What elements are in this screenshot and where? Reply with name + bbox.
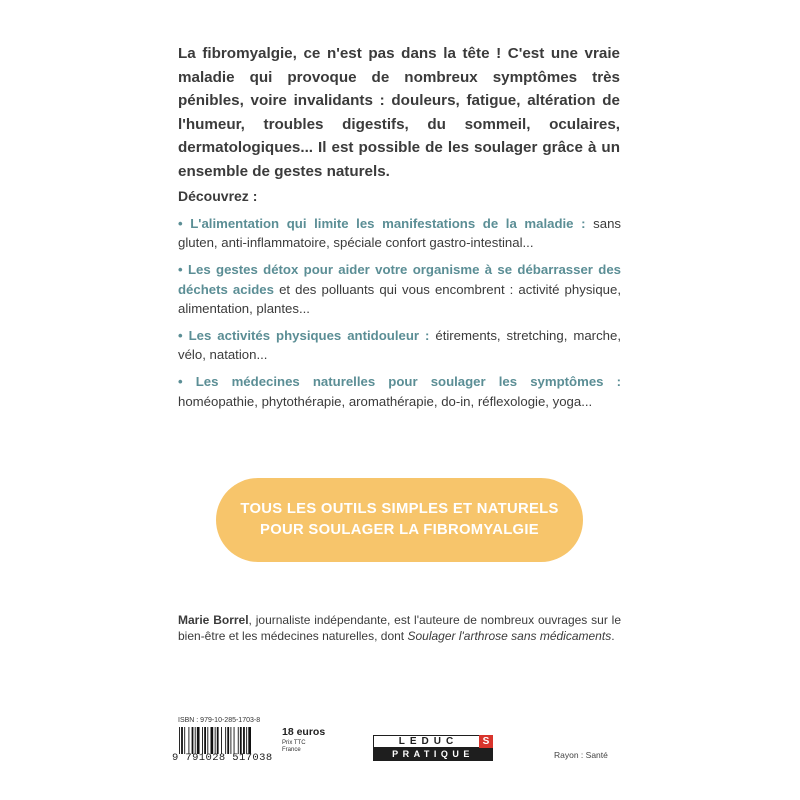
intro-paragraph: La fibromyalgie, ce n'est pas dans la tête ! C'est une vraie maladie qui provoque de nombreux symptômes très pénibles, voire invalidants : douleurs, fatigue, altération de l'humeur, troubles digestifs, du sommeil, oculaires, dermatologiques... Il est possible de les soulager grâce à un ensemble de gestes naturels. [178, 45, 620, 180]
author-name: Marie Borrel [178, 613, 249, 627]
list-item-highlight: L'alimentation qui limite les manifestations de la maladie : [190, 216, 586, 231]
author-bio [178, 612, 621, 644]
list-item [178, 326, 621, 364]
author-bio-end: . [611, 629, 615, 643]
bullet-icon: • [178, 374, 183, 390]
list-item [178, 372, 621, 410]
publisher-logo-top [373, 735, 493, 748]
barcode-digits: 9 791028 517038 [172, 752, 273, 764]
list-item-highlight: Les gestes détox pour aider votre organisme à se débarrasser des déchets acides [178, 262, 621, 297]
tagline-banner [216, 478, 583, 562]
bullet-icon: • [178, 216, 183, 231]
list-item [178, 260, 621, 318]
price-note: Prix TTC France [282, 740, 306, 753]
publisher-name: LEDUC [373, 735, 479, 748]
list-item-highlight: Les médecines naturelles pour soulager les symptômes : [195, 374, 622, 390]
list-item-text: étirements, stretching, marche, vélo, natation... [178, 328, 621, 363]
book-title: Soulager l'arthrose sans médicaments [407, 629, 612, 643]
list-item [178, 214, 621, 252]
list-item-text: et des polluants qui vous encombrent : activité physique, alimentation, plantes... [178, 281, 622, 316]
shelf-category: Rayon : Santé [554, 750, 608, 760]
isbn-label: ISBN : 979-10-285-1703-8 [178, 717, 261, 724]
discover-heading: Découvrez : [178, 188, 258, 204]
list-item-text: sans gluten, anti-inflammatoire, spéciale confort gastro-intestinal... [178, 216, 621, 251]
publisher-collection: PRATIQUE [373, 748, 493, 761]
banner-line-2: POUR SOULAGER LA FIBROMYALGIE [260, 522, 539, 538]
barcode-icon [178, 727, 278, 754]
banner-line-1: TOUS LES OUTILS SIMPLES ET NATURELS [240, 501, 559, 517]
list-item-text: homéopathie, phytothérapie, aromathérapie, do-in, réflexologie, yoga... [178, 393, 593, 409]
publisher-logo [373, 735, 493, 761]
price: 18 euros [282, 726, 326, 738]
bullet-icon: • [178, 262, 183, 278]
publisher-s-mark: S [479, 735, 493, 748]
list-item-highlight: Les activités physiques antidouleur : [188, 328, 430, 344]
author-bio-text: , journaliste indépendante, est l'auteure de nombreux ouvrages sur le bien-être et les médecines naturelles, dont [178, 613, 622, 643]
discover-list [178, 214, 621, 419]
bullet-icon: • [178, 328, 183, 344]
